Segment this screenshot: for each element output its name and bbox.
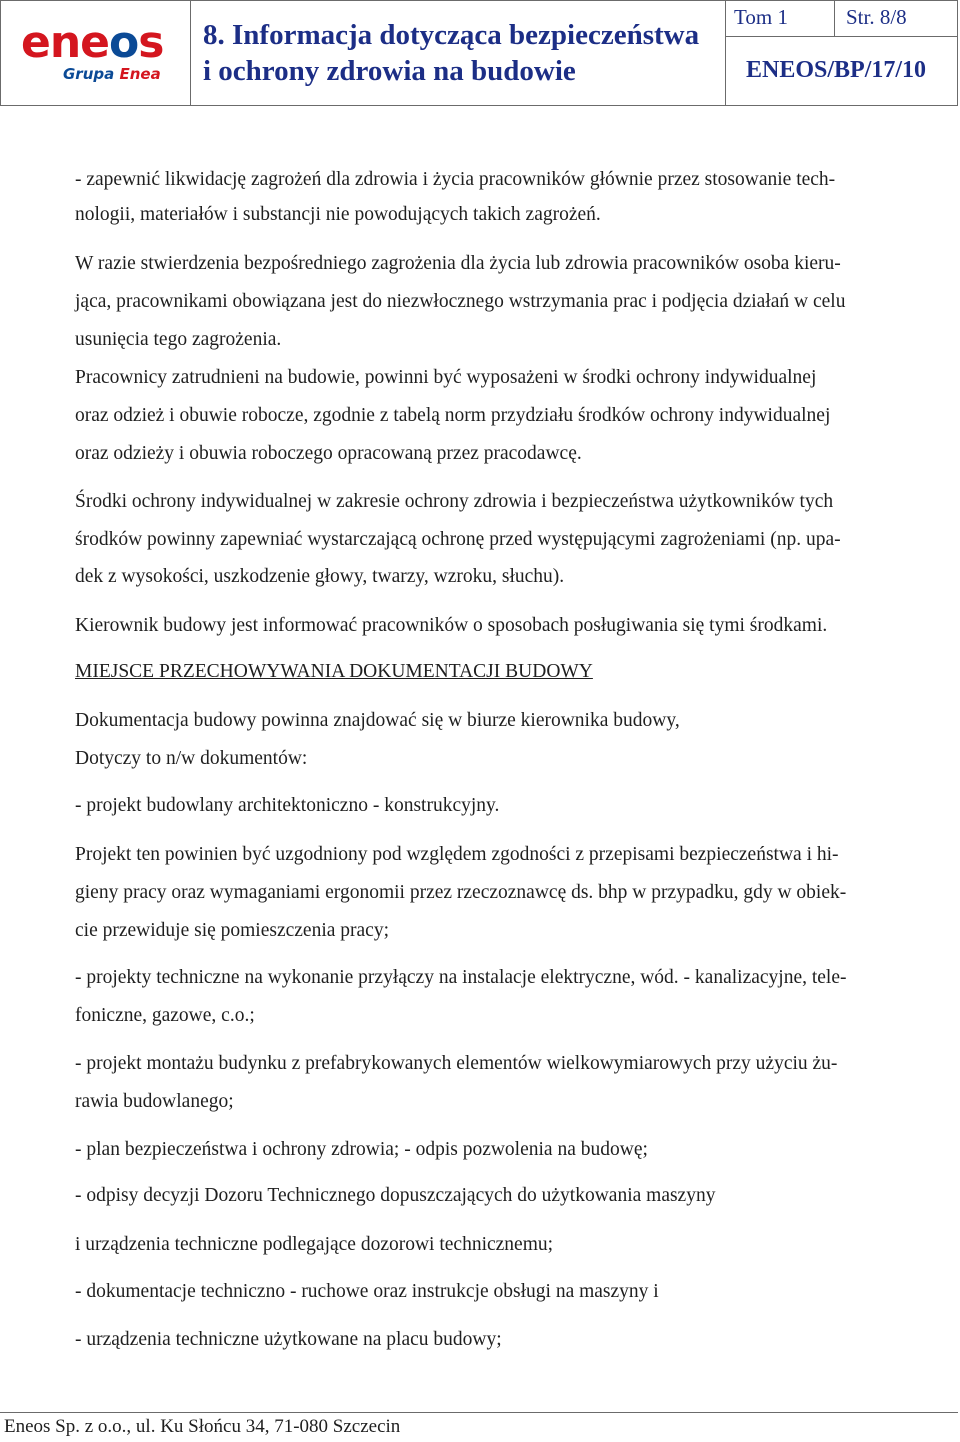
body-line: oraz odzież i obuwie robocze, zgodnie z tabelą norm przydziału środków ochrony indywidualnej (75, 405, 831, 426)
meta-row (726, 1, 957, 37)
eneos-logo: eneos (21, 17, 164, 68)
body-line: Dotyczy to n/w dokumentów: (75, 748, 308, 769)
body-line: nologii, materiałów i substancji nie powodujących takich zagrożeń. (75, 204, 601, 225)
document-title-line-1: 8. Informacja dotycząca bezpieczeństwa (203, 19, 700, 51)
body-line: - odpisy decyzji Dozoru Technicznego dopuszczających do użytkowania maszyny (75, 1185, 716, 1206)
body-line: W razie stwierdzenia bezpośredniego zagrożenia dla życia lub zdrowia pracowników osoba kieru- (75, 253, 841, 274)
logo-subtitle: Grupa Enea (63, 65, 161, 83)
body-line: i urządzenia techniczne podlegające dozorowi technicznemu; (75, 1234, 554, 1255)
title-cell (191, 1, 726, 105)
body-line: cie przewiduje się pomieszczenia pracy; (75, 920, 390, 941)
footer-address: Eneos Sp. z o.o., ul. Ku Słońcu 34, 71-080 Szczecin (4, 1416, 401, 1437)
body-line: Dokumentacja budowy powinna znajdować się w biurze kierownika budowy, (75, 710, 680, 731)
body-line: - projekty techniczne na wykonanie przyłączy na instalacje elektryczne, wód. - kanalizacyjne, tele- (75, 967, 847, 988)
volume-label: Tom 1 (734, 5, 788, 29)
body-line: środków powinny zapewniać wystarczającą ochronę przed występującymi zagrożeniami (np. upa- (75, 529, 841, 550)
body-line: gieny pracy oraz wymaganiami ergonomii przez rzeczoznawcę ds. bhp w przypadku, gdy w obiek- (75, 882, 847, 903)
meta-divider (834, 1, 835, 37)
meta-cell (726, 1, 957, 105)
body-line: Środki ochrony indywidualnej w zakresie ochrony zdrowia i bezpieczeństwa użytkowników tych (75, 491, 834, 512)
page-counter: Str. 8/8 (846, 5, 907, 29)
body-line: jąca, pracownikami obowiązana jest do niezwłocznego wstrzymania prac i podjęcia działań w celu (75, 291, 846, 312)
body-line: - projekt budowlany architektoniczno - konstrukcyjny. (75, 795, 500, 816)
document-header (0, 0, 958, 106)
logo-cell (1, 1, 191, 105)
body-line: - plan bezpieczeństwa i ochrony zdrowia; - odpis pozwolenia na budowę; (75, 1139, 648, 1160)
document-title-line-2: i ochrony zdrowia na budowie (203, 55, 576, 87)
body-line: - zapewnić likwidację zagrożeń dla zdrowia i życia pracowników głównie przez stosowanie tech- (75, 169, 836, 190)
body-line: usunięcia tego zagrożenia. (75, 329, 282, 350)
body-line: Projekt ten powinien być uzgodniony pod względem zgodności z przepisami bezpieczeństwa i hi- (75, 844, 839, 865)
body-line: rawia budowlanego; (75, 1091, 234, 1112)
body-line: - urządzenia techniczne użytkowane na placu budowy; (75, 1329, 502, 1350)
body-line: Kierownik budowy jest informować pracowników o sposobach posługiwania się tymi środkami. (75, 615, 828, 636)
body-line: Pracownicy zatrudnieni na budowie, powinni być wyposażeni w środki ochrony indywidualnej (75, 367, 817, 388)
document-number: ENEOS/BP/17/10 (746, 57, 927, 83)
body-line: oraz odzieży i obuwia roboczego opracowaną przez pracodawcę. (75, 443, 582, 464)
body-line: - projekt montażu budynku z prefabrykowanych elementów wielkowymiarowych przy użyciu żu- (75, 1053, 838, 1074)
body-line: dek z wysokości, uszkodzenie głowy, twarzy, wzroku, słuchu). (75, 566, 565, 587)
footer-rule (0, 1412, 958, 1413)
body-line: foniczne, gazowe, c.o.; (75, 1005, 255, 1026)
body-line: - dokumentacje techniczno - ruchowe oraz instrukcje obsługi na maszyny i (75, 1281, 659, 1302)
section-heading: MIEJSCE PRZECHOWYWANIA DOKUMENTACJI BUDOWY (75, 661, 593, 682)
